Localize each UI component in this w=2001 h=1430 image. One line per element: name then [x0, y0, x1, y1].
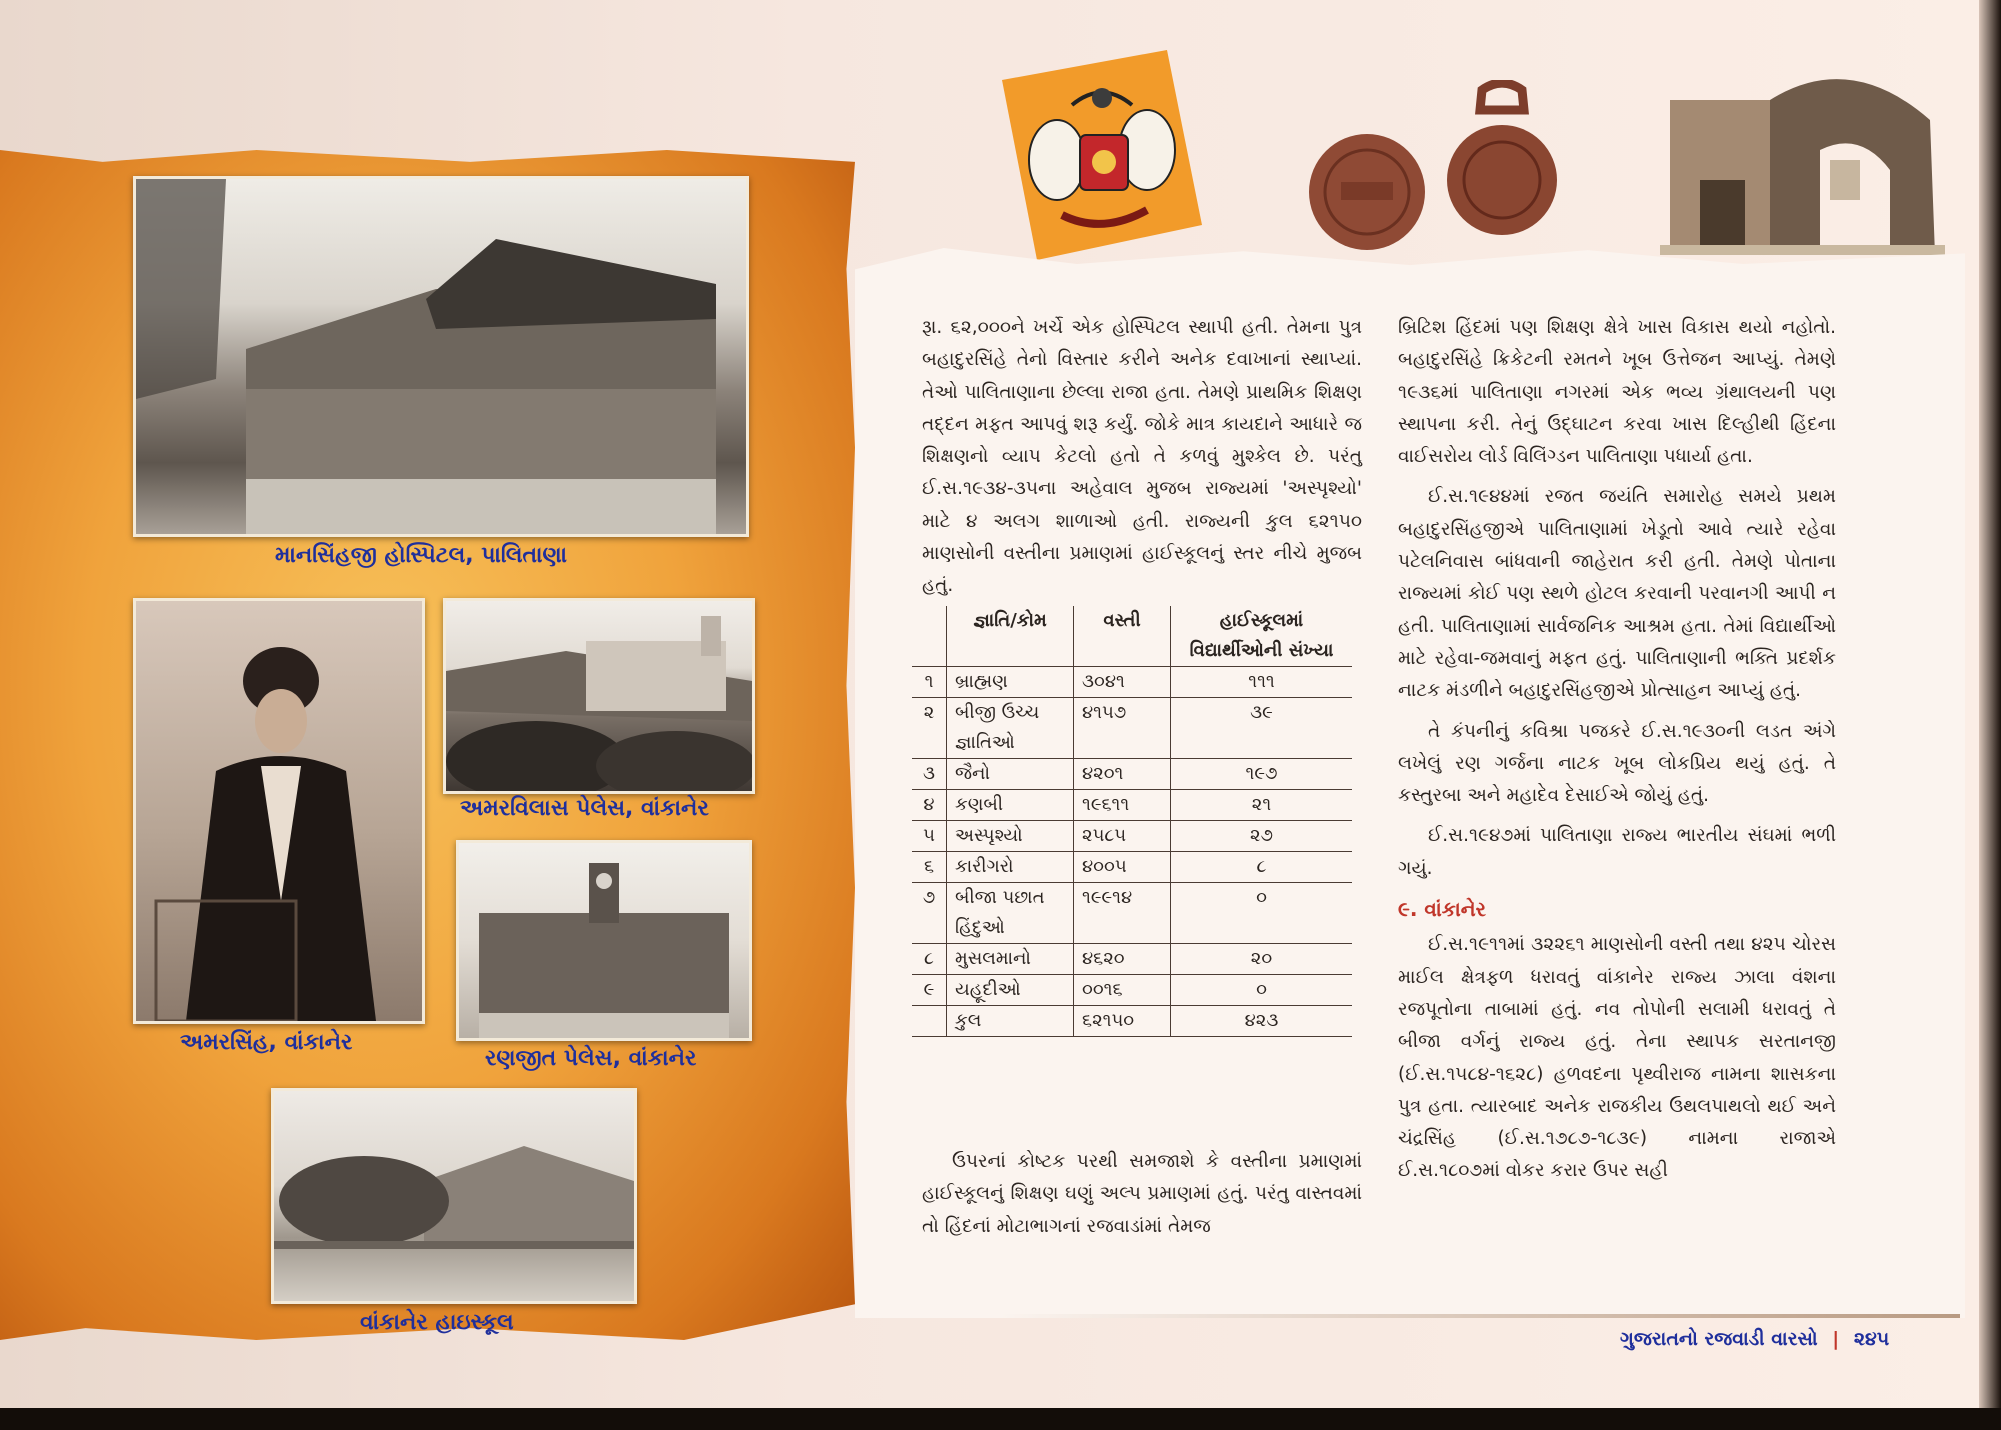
table-row: ૧ બ્રાહ્મણ ૩૦૪૧ ૧૧૧ — [912, 667, 1352, 698]
amarvilas-caption: અમરવિલાસ પેલેસ, વાંકાનેર — [460, 796, 709, 821]
hospital-caption: માનસિંહજી હોસ્પિટલ, પાલિતાણા — [275, 543, 568, 568]
book-title: ગુજરાતનો રજવાડી વારસો — [1620, 1328, 1818, 1350]
ruined-gate-image — [1660, 60, 1945, 255]
header-students: હાઈસ્કૂલમાં વિદ્યાર્થીઓની સંખ્યા — [1171, 606, 1353, 667]
paragraph: ઈ.સ.૧૯૧૧માં ૩૨૨૬૧ માણસોની વસ્તી તથા ૪૨૫ ચોરસ માઈલ ક્ષેત્રફળ ધરાવતું વાંકાનેર રાજ્ય ઝાલા વંશના રજપૂતોના તાબામાં હતું. નવ તોપોની સલામી ધરાવતું તે બીજા વર્ગનું રાજ્ય હતું. તેના સ્થાપક સરતાનજી (ઈ.સ.૧૫૮૪-૧૬૨૮) હળવદના પૃથ્વીરાજ નામના શાસકના પુત્ર હતા. ત્યારબાદ અનેક રાજકીય ઉથલપાથલો થઈ અને ચંદ્રસિંહ (ઈ.સ.૧૭૮૭-૧૮૩૯) નામના રાજાએ ઈ.સ.૧૮૦૭માં વોકર કરાર ઉપર સહી — [1398, 934, 1836, 1182]
table-row: ૪ કણબી ૧૯૬૧૧ ૨૧ — [912, 790, 1352, 821]
page-footer — [1620, 1328, 1889, 1350]
column-1-top — [922, 312, 1362, 603]
amarvilas-photo — [443, 598, 755, 794]
amarsinh-caption: અમરસિંહ, વાંકાનેર — [180, 1030, 353, 1055]
column-2 — [1398, 312, 1836, 1188]
footer-divider: | — [1832, 1328, 1840, 1350]
paragraph: તે કંપનીનું કવિશ્રા પજકરે ઈ.સ.૧૯૩૦ની લડત અંગે લખેલું રણ ગર્જના નાટક ખૂબ લોકપ્રિય થયું હતું. તે કસ્તુરબા અને મહાદેવ દેસાઈએ જોયું હતું. — [1398, 720, 1836, 807]
paragraph: બ્રિટિશ હિંદમાં પણ શિક્ષણ ક્ષેત્રે ખાસ વિકાસ થયો નહોતો. બહાદુરસિંહે ક્રિકેટની રમતને ખૂબ ઉત્તેજન આપ્યું. તેમણે ૧૯૩૬માં પાલિતાણા નગરમાં એક ભવ્ય ગ્રંથાલયની પણ સ્થાપના કરી. તેનું ઉદ્ઘાટન કરવા ખાસ દિલ્હીથી હિંદના વાઈસરોય લોર્ડ વિલિંગ્ડન પાલિતાણા પધાર્યા હતા. — [1398, 317, 1836, 468]
page-edge — [1979, 0, 2001, 1408]
seal-image — [1442, 80, 1562, 240]
page-number: ૨૪૫ — [1853, 1328, 1890, 1350]
section-heading: ૯. વાંકાનેર — [1398, 897, 1487, 922]
table-row: ૭ બીજા પછાત હિંદુઓ ૧૯૯૧૪ ૦ — [912, 883, 1352, 944]
header-caste: જ્ઞાતિ/કોમ — [947, 606, 1074, 667]
coat-of-arms-image — [1002, 50, 1202, 260]
table-row: ૨ બીજી ઉચ્ચ જ્ઞાતિઓ ૪૧૫૭ ૩૯ — [912, 698, 1352, 759]
paragraph: ઈ.સ.૧૯૪૭માં પાલિતાણા રાજ્ય ભારતીય સંઘમાં ભળી ગયું. — [1398, 825, 1836, 879]
column-1-bottom — [922, 1146, 1362, 1243]
footer-rule — [1000, 1314, 1960, 1318]
table-row: ૮ મુસલમાનો ૪૬૨૦ ૨૦ — [912, 944, 1352, 975]
ranjit-palace-photo — [456, 840, 752, 1041]
highschool-caption: વાંકાનેર હાઇસ્કૂલ — [360, 1310, 514, 1335]
scan-border — [0, 1408, 2001, 1430]
table-row: ૫ અસ્પૃશ્યો ૨૫૮૫ ૨૭ — [912, 821, 1352, 852]
table-row: ૩ જૈનો ૪૨૦૧ ૧૯૭ — [912, 759, 1352, 790]
table-total-row: કુલ ૬૨૧૫૦ ૪૨૩ — [912, 1006, 1352, 1037]
paragraph: રૂા. ૬૨,૦૦૦ને ખર્ચે એક હોસ્પિટલ સ્થાપી હતી. તેમના પુત્ર બહાદુરસિંહે તેનો વિસ્તાર કરીને અનેક દવાખાનાં સ્થાપ્યાં. તેઓ પાલિતાણાના છેલ્લા રાજા હતા. તેમણે પ્રાથમિક શિક્ષણ તદ્દન મફત આપવું શરૂ કર્યું. જોકે માત્ર કાયદાને આધારે જ શિક્ષણનો વ્યાપ કેટલો હતો તે કળવું મુશ્કેલ છે. પરંતુ ઈ.સ.૧૯૩૪-૩૫ના અહેવાલ મુજબ રાજ્યમાં 'અસ્પૃશ્યો' માટે ૪ અલગ શાળાઓ હતી. રાજ્યની કુલ ૬૨૧૫૦ માણસોની વસ્તીના પ્રમાણમાં હાઈસ્કૂલનું સ્તર નીચે મુજબ હતું. — [922, 317, 1362, 597]
paragraph: ઈ.સ.૧૯૪૪માં રજત જયંતિ સમારોહ સમયે પ્રથમ બહાદુરસિંહજીએ પાલિતાણામાં ખેડૂતો આવે ત્યારે રહેવા પટેલનિવાસ બાંધવાની જાહેરાત કરી હતી. તેમણે પોતાના રાજ્યમાં કોઈ પણ સ્થળે હોટલ કરવાની પરવાનગી આપી ન હતી. પાલિતાણામાં સાર્વજનિક આશ્રમ હતા. તેમાં વિદ્યાર્થીઓ માટે રહેવા-જમવાનું મફત હતું. પાલિતાણાની ભક્તિ પ્રદર્શક નાટક મંડળીને બહાદુરસિંહજીએ પ્રોત્સાહન આપ્યું હતું. — [1398, 486, 1836, 702]
header-population: વસ્તી — [1074, 606, 1171, 667]
coin-image — [1305, 130, 1430, 255]
highschool-photo — [271, 1088, 637, 1304]
hospital-photo — [133, 176, 749, 537]
table-row: ૯ યહૂદીઓ ૦૦૧૬ ૦ — [912, 975, 1352, 1006]
table-header-row — [912, 606, 1352, 667]
amarsinh-portrait — [133, 598, 425, 1024]
table-row: ૬ કારીગરો ૪૦૦૫ ૮ — [912, 852, 1352, 883]
population-table — [912, 606, 1352, 1037]
paragraph: ઉપરનાં કોષ્ટક પરથી સમજાશે કે વસ્તીના પ્રમાણમાં હાઈસ્કૂલનું શિક્ષણ ઘણું અલ્પ પ્રમાણમાં હતું. પરંતુ વાસ્તવમાં તો હિંદનાં મોટાભાગનાં રજવાડાંમાં તેમજ — [922, 1151, 1362, 1237]
ranjit-caption: રણજીત પેલેસ, વાંકાનેર — [485, 1046, 697, 1071]
